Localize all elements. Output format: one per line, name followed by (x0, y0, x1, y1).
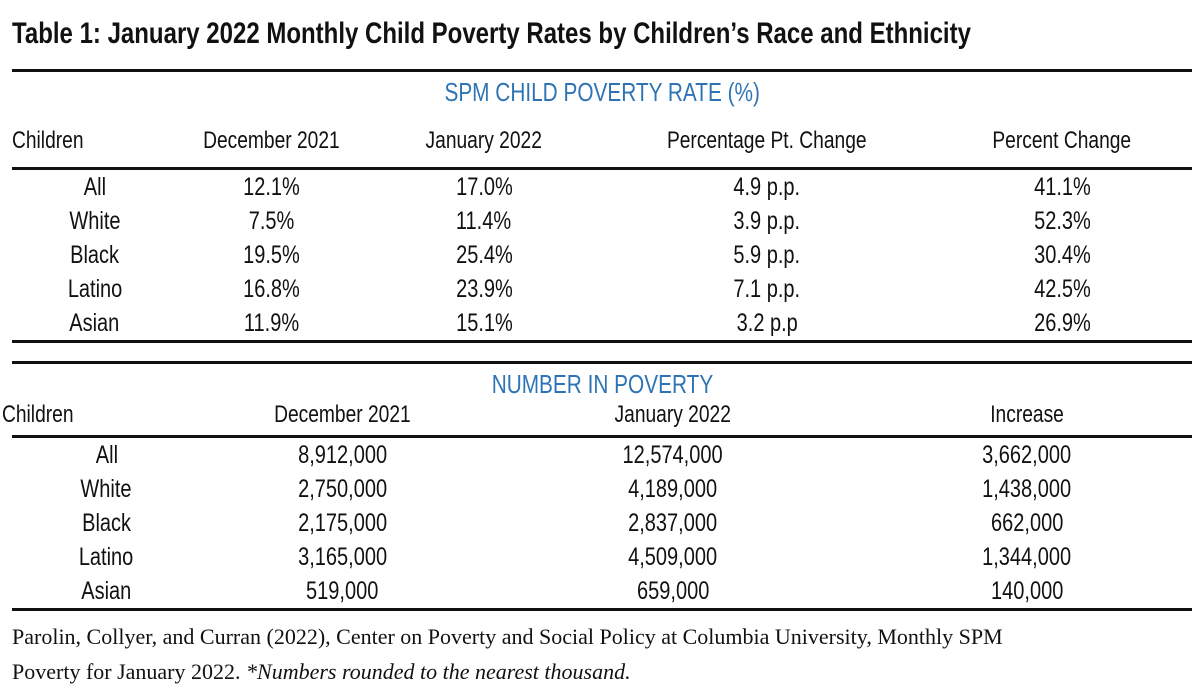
cell-value: 1,438,000 (982, 475, 1072, 503)
cell-value: 52.3% (1033, 207, 1091, 235)
table-row-all (12, 437, 1192, 473)
cell-value: 140,000 (990, 577, 1063, 605)
cell-value: 2,837,000 (628, 509, 718, 537)
cell-value: 8,912,000 (297, 441, 387, 469)
cell-value: 2,175,000 (297, 509, 387, 537)
row-label: Latino (79, 543, 134, 571)
cell-value: 30.4% (1033, 241, 1091, 269)
row-label: Black (81, 509, 131, 537)
cell-value: 662,000 (990, 509, 1063, 537)
row-label: White (80, 475, 132, 503)
row-label: All (83, 173, 106, 201)
cell-value: 12,574,000 (622, 441, 723, 469)
cell-value: 5.9 p.p. (733, 241, 801, 269)
cell-value: 7.1 p.p. (733, 275, 801, 303)
cell-value: 2,750,000 (297, 475, 387, 503)
page-title (12, 16, 1192, 52)
row-label: All (95, 441, 118, 469)
cell-value: 519,000 (306, 577, 379, 605)
table-row-white (12, 472, 1192, 506)
column-header-december-2021: December 2021 (203, 127, 340, 154)
cell-value: 41.1% (1033, 173, 1091, 201)
cell-value: 4.9 p.p. (733, 173, 801, 201)
table-row-black (12, 238, 1192, 272)
table-row-asian (12, 574, 1192, 610)
cell-value: 16.8% (243, 275, 300, 303)
cell-value: 11.4% (456, 207, 512, 235)
cell-value: 7.5% (248, 207, 295, 235)
cell-value: 4,189,000 (628, 475, 718, 503)
number-table (2, 399, 1192, 611)
cell-value: 3,165,000 (297, 543, 387, 571)
column-header-percent-change: Percent Change (992, 127, 1132, 154)
column-header-january-2022: January 2022 (425, 127, 543, 154)
table-row-latino (12, 540, 1192, 574)
rates-section-title: SPM CHILD POVERTY RATE (%) (444, 77, 760, 107)
cell-value: 26.9% (1033, 309, 1091, 337)
rates-section (12, 69, 1192, 343)
row-label: Latino (67, 275, 122, 303)
cell-value: 1,344,000 (982, 543, 1072, 571)
source-note-line1: Parolin, Collyer, and Curran (2022), Center on Poverty and Social Policy at Columbia University, Monthly SPM (12, 624, 1003, 649)
column-header-children: Children (12, 127, 84, 154)
page-title-text: Table 1: January 2022 Monthly Child Poverty Rates by Children’s Race and Ethnicity (12, 17, 971, 50)
cell-value: 23.9% (455, 275, 513, 303)
cell-value: 3.9 p.p. (733, 207, 801, 235)
column-header-percentage-pt-change: Percentage Pt. Change (667, 127, 867, 154)
number-section (2, 361, 1192, 611)
number-header-row (12, 399, 1192, 437)
table-row-all (12, 169, 1192, 205)
cell-value: 42.5% (1033, 275, 1091, 303)
table-row-asian (12, 306, 1192, 342)
cell-value: 3.2 p.p (736, 309, 798, 337)
cell-value: 4,509,000 (628, 543, 718, 571)
source-note-citation: Poverty for January 2022. (12, 659, 247, 684)
rates-header-row (12, 107, 1192, 169)
column-header-january-2022: January 2022 (614, 401, 731, 428)
cell-value: 659,000 (636, 577, 709, 605)
rates-table (12, 107, 1192, 343)
source-note (12, 619, 1172, 689)
table-row-latino (12, 272, 1192, 306)
rounding-note: *Numbers rounded to the nearest thousand. (246, 659, 631, 684)
column-header-increase: Increase (989, 401, 1064, 428)
row-label: White (69, 207, 121, 235)
cell-value: 12.1% (243, 173, 300, 201)
section-divider-gap (12, 343, 1192, 361)
column-header-children: Children (2, 401, 74, 428)
cell-value: 19.5% (243, 241, 300, 269)
number-section-title: NUMBER IN POVERTY (491, 369, 713, 399)
row-label: Asian (81, 577, 132, 605)
cell-value: 25.4% (455, 241, 513, 269)
column-header-december-2021: December 2021 (274, 401, 411, 428)
cell-value: 3,662,000 (982, 441, 1072, 469)
cell-value: 11.9% (243, 309, 300, 337)
table-row-white (12, 204, 1192, 238)
cell-value: 15.1% (455, 309, 513, 337)
table-row-black (12, 506, 1192, 540)
row-label: Black (70, 241, 120, 269)
source-note-line2 (12, 654, 1172, 689)
cell-value: 17.0% (455, 173, 513, 201)
row-label: Asian (69, 309, 120, 337)
